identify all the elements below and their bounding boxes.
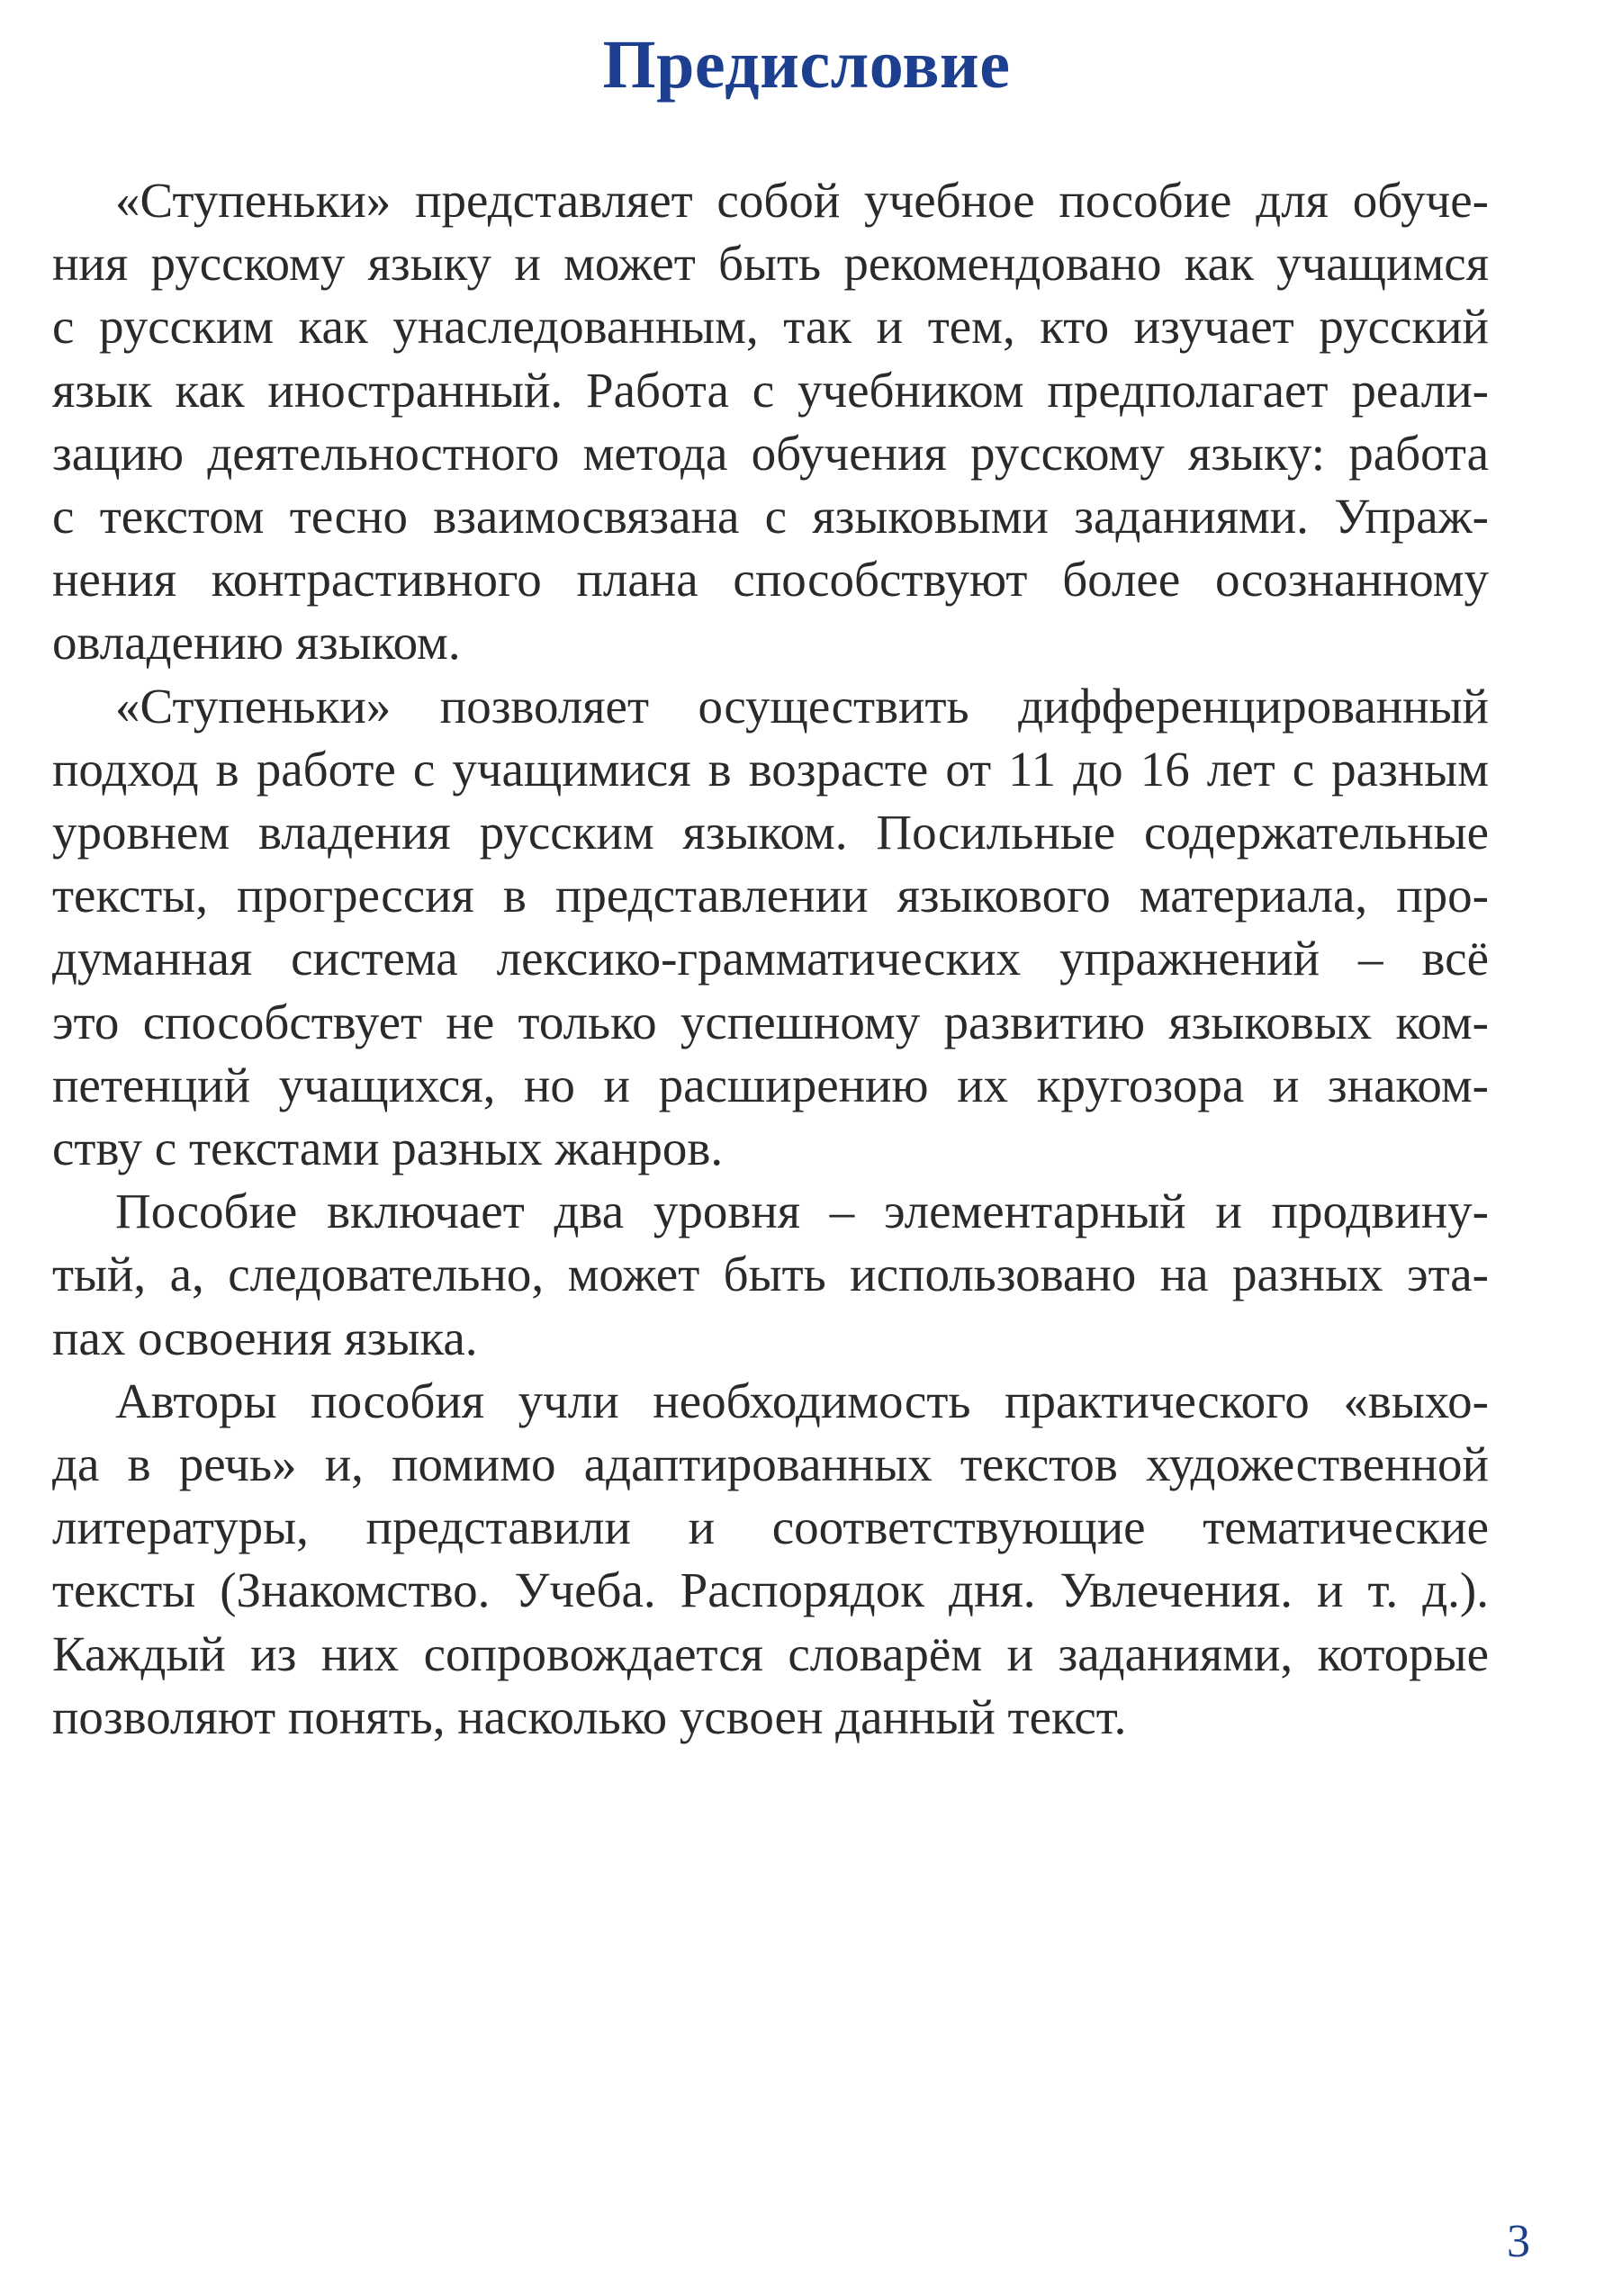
paragraph-4 — [52, 1370, 1489, 1749]
paragraph-1 — [52, 169, 1489, 675]
text-line: ству с текстами разных жанров. — [52, 1121, 724, 1176]
text-line: литературы, представили и соответствующие тематические — [52, 1499, 1489, 1555]
text-line: думанная система лексико-грамматических упражнений – всё — [52, 931, 1489, 986]
body-text — [52, 169, 1489, 1749]
paragraph-3 — [52, 1180, 1489, 1370]
page-title: Предисловие — [602, 27, 1011, 103]
text-line: нения контрастивного плана способствуют более осознанному — [52, 552, 1489, 608]
text-line: Авторы пособия учли необходимость практического «выхо- — [115, 1373, 1489, 1428]
text-line: подход в работе с учащимися в возрасте от 11 до 16 лет с разным — [52, 741, 1489, 797]
page-number: 3 — [1507, 2216, 1530, 2267]
text-line: да в речь» и, помимо адаптированных текстов художественной — [52, 1436, 1489, 1492]
text-line: зацию деятельностного метода обучения русскому языку: работа — [52, 425, 1489, 481]
text-line: язык как иностранный. Работа с учебником предполагает реали- — [52, 362, 1489, 418]
text-line: позволяют понять, насколько усвоен данный текст. — [52, 1688, 1127, 1744]
text-line: овладению языком. — [52, 615, 461, 671]
text-line: Каждый из них сопровождается словарём и заданиями, которые — [52, 1625, 1489, 1681]
text-line: Пособие включает два уровня – элементарный и продвину- — [115, 1184, 1489, 1239]
text-line: петенций учащихся, но и расширению их кругозора и знаком- — [52, 1057, 1489, 1112]
text-line: ния русскому языку и может быть рекомендовано как учащимся — [52, 236, 1489, 292]
text-line: пах освоения языка. — [52, 1310, 478, 1365]
text-line: это способствует не только успешному развитию языковых ком- — [52, 994, 1489, 1049]
text-line: «Ступеньки» позволяет осуществить дифференцированный — [115, 678, 1489, 734]
text-line: «Ступеньки» представляет собой учебное пособие для обуче- — [115, 173, 1489, 228]
text-line: с русским как унаследованным, так и тем, кто изучает русский — [52, 299, 1489, 355]
text-line: с текстом тесно взаимосвязана с языковыми заданиями. Упраж- — [52, 489, 1489, 545]
paragraph-2 — [52, 675, 1489, 1181]
text-line: тексты (Знакомство. Учеба. Распорядок дня. Увлечения. и т. д.). — [52, 1562, 1489, 1618]
text-line: тый, а, следовательно, может быть использовано на разных эта- — [52, 1247, 1489, 1302]
text-line: уровнем владения русским языком. Посильные содержательные — [52, 805, 1489, 860]
text-line: тексты, прогрессия в представлении языкового материала, про- — [52, 868, 1489, 923]
